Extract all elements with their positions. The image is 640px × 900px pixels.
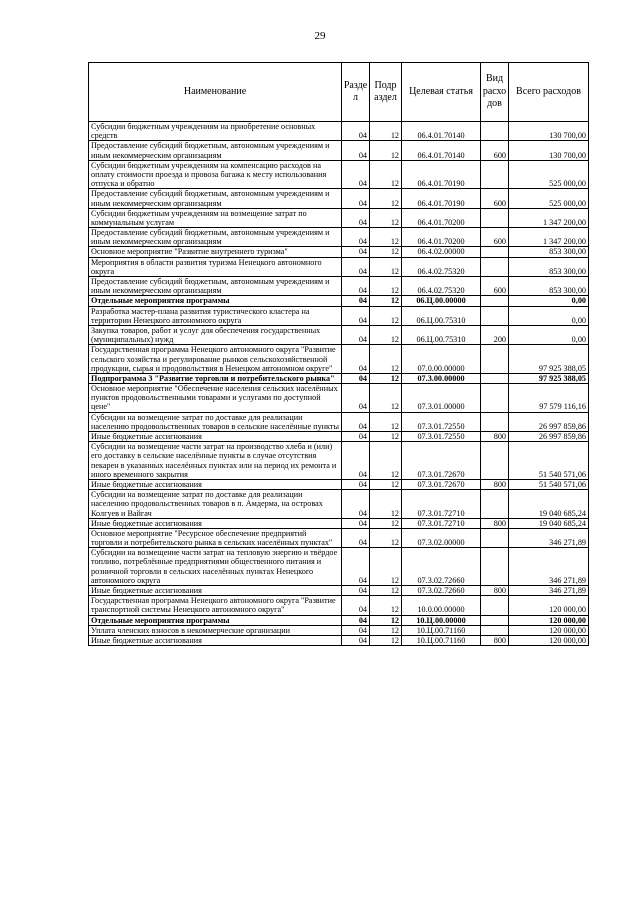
row-subsection: 12 xyxy=(370,325,402,344)
row-name: Иные бюджетные ассигнования xyxy=(89,518,342,528)
row-section: 04 xyxy=(342,615,370,625)
table-row xyxy=(89,586,589,596)
row-section: 04 xyxy=(342,345,370,374)
row-name: Отдельные мероприятия программы xyxy=(89,615,342,625)
row-name: Иные бюджетные ассигнования xyxy=(89,635,342,645)
row-article: 06.Ц.00.00000 xyxy=(402,296,481,306)
table-row xyxy=(89,596,589,615)
row-total: 853 300,00 xyxy=(509,277,589,296)
row-name: Иные бюджетные ассигнования xyxy=(89,479,342,489)
row-type xyxy=(481,412,509,431)
row-type xyxy=(481,596,509,615)
row-total: 120 000,00 xyxy=(509,615,589,625)
row-subsection: 12 xyxy=(370,189,402,208)
row-total: 0,00 xyxy=(509,325,589,344)
row-type: 200 xyxy=(481,325,509,344)
row-subsection: 12 xyxy=(370,548,402,586)
row-name: Мероприятия в области развития туризма Ненецкого автономного округа xyxy=(89,257,342,276)
row-article: 06.4.01.70190 xyxy=(402,160,481,189)
header-type: Вид расхо дов xyxy=(481,63,509,122)
row-type xyxy=(481,384,509,413)
row-type xyxy=(481,208,509,227)
table-row xyxy=(89,306,589,325)
table-row xyxy=(89,257,589,276)
row-name: Субсидии на возмещение затрат по доставке для реализации населению продовольственных товаров в п. Амдерма, на островах Колгуев и Вайгач xyxy=(89,490,342,519)
row-subsection: 12 xyxy=(370,615,402,625)
row-article: 07.3.02.72660 xyxy=(402,586,481,596)
row-name: Разработка мастер-плана развития туристического кластера на территории Ненецкого автономного округа xyxy=(89,306,342,325)
row-article: 07.3.01.72670 xyxy=(402,479,481,489)
row-section: 04 xyxy=(342,432,370,442)
row-subsection: 12 xyxy=(370,228,402,247)
row-subsection: 12 xyxy=(370,277,402,296)
row-article: 07.3.01.72550 xyxy=(402,412,481,431)
row-section: 04 xyxy=(342,586,370,596)
row-section: 04 xyxy=(342,189,370,208)
row-type: 600 xyxy=(481,228,509,247)
row-total: 51 540 571,06 xyxy=(509,442,589,480)
header-article: Целевая статья xyxy=(402,63,481,122)
table-row xyxy=(89,432,589,442)
table-row xyxy=(89,479,589,489)
row-subsection: 12 xyxy=(370,518,402,528)
row-subsection: 12 xyxy=(370,384,402,413)
row-section: 04 xyxy=(342,306,370,325)
table-row xyxy=(89,296,589,306)
row-section: 04 xyxy=(342,412,370,431)
row-subsection: 12 xyxy=(370,586,402,596)
table-row xyxy=(89,490,589,519)
row-type xyxy=(481,296,509,306)
row-subsection: 12 xyxy=(370,247,402,257)
table-row xyxy=(89,160,589,189)
row-subsection: 12 xyxy=(370,412,402,431)
row-name: Подпрограмма 3 "Развитие торговли и потребительского рынка" xyxy=(89,373,342,383)
row-article: 07.3.02.72660 xyxy=(402,548,481,586)
row-section: 04 xyxy=(342,160,370,189)
row-name: Субсидии бюджетным учреждениям на возмещение затрат по коммунальным услугам xyxy=(89,208,342,227)
row-subsection: 12 xyxy=(370,442,402,480)
row-section: 04 xyxy=(342,208,370,227)
table-row xyxy=(89,528,589,547)
row-name: Иные бюджетные ассигнования xyxy=(89,586,342,596)
row-article: 10.Ц.00.00000 xyxy=(402,615,481,625)
row-name: Субсидии бюджетным учреждениям на приобретение основных средств xyxy=(89,122,342,141)
row-type xyxy=(481,625,509,635)
header-total: Всего расходов xyxy=(509,63,589,122)
row-name: Уплата членских взносов в некоммерческие организации xyxy=(89,625,342,635)
row-name: Отдельные мероприятия программы xyxy=(89,296,342,306)
row-section: 04 xyxy=(342,325,370,344)
row-name: Основное мероприятие "Ресурсное обеспечение предприятий торговли и потребительского рынка в сельских населённых пунктах" xyxy=(89,528,342,547)
row-section: 04 xyxy=(342,228,370,247)
row-name: Предоставление субсидий бюджетным, автономным учреждениям и иным некоммерческим организациям xyxy=(89,141,342,160)
page-number: 29 xyxy=(314,30,326,42)
row-total: 97 579 116,16 xyxy=(509,384,589,413)
row-article: 07.3.02.00000 xyxy=(402,528,481,547)
row-name: Предоставление субсидий бюджетным, автономным учреждениям и иным некоммерческим организациям xyxy=(89,277,342,296)
table-row xyxy=(89,384,589,413)
row-total: 97 925 388,05 xyxy=(509,345,589,374)
row-type: 600 xyxy=(481,141,509,160)
row-section: 04 xyxy=(342,596,370,615)
row-type xyxy=(481,345,509,374)
row-type: 800 xyxy=(481,479,509,489)
row-type xyxy=(481,490,509,519)
row-total: 19 040 685,24 xyxy=(509,518,589,528)
row-article: 06.4.01.70200 xyxy=(402,208,481,227)
row-type xyxy=(481,615,509,625)
row-section: 04 xyxy=(342,296,370,306)
row-name: Основное мероприятие "Обеспечение населения сельских населённых пунктов продовольственными товарами и услугами по доступной цене" xyxy=(89,384,342,413)
header-subsection: Подр аздел xyxy=(370,63,402,122)
row-subsection: 12 xyxy=(370,122,402,141)
row-section: 04 xyxy=(342,384,370,413)
row-article: 07.3.01.72670 xyxy=(402,442,481,480)
row-section: 04 xyxy=(342,277,370,296)
row-total: 1 347 200,00 xyxy=(509,228,589,247)
row-type xyxy=(481,548,509,586)
table-row xyxy=(89,518,589,528)
row-section: 04 xyxy=(342,373,370,383)
row-section: 04 xyxy=(342,247,370,257)
table-row xyxy=(89,615,589,625)
row-article: 10.0.00.00000 xyxy=(402,596,481,615)
row-total: 346 271,89 xyxy=(509,548,589,586)
row-name: Иные бюджетные ассигнования xyxy=(89,432,342,442)
table-row xyxy=(89,442,589,480)
row-type xyxy=(481,528,509,547)
row-name: Предоставление субсидий бюджетным, автономным учреждениям и иным некоммерческим организациям xyxy=(89,189,342,208)
row-total: 525 000,00 xyxy=(509,189,589,208)
row-section: 04 xyxy=(342,141,370,160)
table-row xyxy=(89,228,589,247)
row-subsection: 12 xyxy=(370,306,402,325)
row-section: 04 xyxy=(342,479,370,489)
row-section: 04 xyxy=(342,442,370,480)
row-section: 04 xyxy=(342,625,370,635)
row-name: Основное мероприятие "Развитие внутреннего туризма" xyxy=(89,247,342,257)
row-name: Субсидии на возмещение части затрат на тепловую энергию и твёрдое топливо, потреблённые предприятиями общественного питания и розничной торговли в сельских населённых пунктах Ненецкого автономного округа xyxy=(89,548,342,586)
row-section: 04 xyxy=(342,257,370,276)
row-subsection: 12 xyxy=(370,635,402,645)
row-name: Субсидии бюджетным учреждениям на компенсацию расходов на оплату стоимости проезда и провоза багажа к месту использования отпуска и обратно xyxy=(89,160,342,189)
row-total: 120 000,00 xyxy=(509,596,589,615)
table-row xyxy=(89,325,589,344)
table-row xyxy=(89,247,589,257)
table-row xyxy=(89,412,589,431)
row-section: 04 xyxy=(342,490,370,519)
row-article: 07.0.00.00000 xyxy=(402,345,481,374)
row-article: 07.3.01.72710 xyxy=(402,518,481,528)
table-row xyxy=(89,635,589,645)
budget-table xyxy=(88,62,589,646)
row-total: 346 271,89 xyxy=(509,586,589,596)
row-article: 07.3.01.00000 xyxy=(402,384,481,413)
row-article: 07.3.01.72710 xyxy=(402,490,481,519)
row-article: 10.Ц.00.71160 xyxy=(402,635,481,645)
row-total: 0,00 xyxy=(509,306,589,325)
row-section: 04 xyxy=(342,635,370,645)
row-total: 51 540 571,06 xyxy=(509,479,589,489)
row-subsection: 12 xyxy=(370,373,402,383)
row-total: 853 300,00 xyxy=(509,257,589,276)
row-article: 06.Ц.00.75310 xyxy=(402,306,481,325)
row-subsection: 12 xyxy=(370,625,402,635)
table-row xyxy=(89,189,589,208)
row-article: 06.4.02.00000 xyxy=(402,247,481,257)
row-name: Государственная программа Ненецкого автономного округа "Развитие сельского хозяйства и регулирование рынков сельскохозяйственной продукции, сырья и продовольствия в Ненецком автономном округе" xyxy=(89,345,342,374)
row-total: 853 300,00 xyxy=(509,247,589,257)
table-row xyxy=(89,345,589,374)
row-article: 06.4.01.70200 xyxy=(402,228,481,247)
table-row xyxy=(89,208,589,227)
row-total: 26 997 859,86 xyxy=(509,412,589,431)
row-type xyxy=(481,122,509,141)
row-article: 06.4.01.70190 xyxy=(402,189,481,208)
row-section: 04 xyxy=(342,122,370,141)
table-row xyxy=(89,373,589,383)
row-name: Предоставление субсидий бюджетным, автономным учреждениям и иным некоммерческим организациям xyxy=(89,228,342,247)
table-row xyxy=(89,625,589,635)
row-subsection: 12 xyxy=(370,296,402,306)
table-row xyxy=(89,141,589,160)
row-type: 800 xyxy=(481,586,509,596)
row-subsection: 12 xyxy=(370,432,402,442)
row-total: 0,00 xyxy=(509,296,589,306)
row-total: 26 997 859,86 xyxy=(509,432,589,442)
row-type xyxy=(481,160,509,189)
row-type: 800 xyxy=(481,432,509,442)
row-article: 06.4.01.70140 xyxy=(402,122,481,141)
table-row xyxy=(89,548,589,586)
row-subsection: 12 xyxy=(370,596,402,615)
row-total: 1 347 200,00 xyxy=(509,208,589,227)
row-subsection: 12 xyxy=(370,208,402,227)
row-section: 04 xyxy=(342,528,370,547)
row-subsection: 12 xyxy=(370,490,402,519)
row-article: 07.3.00.00000 xyxy=(402,373,481,383)
row-type: 800 xyxy=(481,518,509,528)
row-type xyxy=(481,306,509,325)
row-total: 120 000,00 xyxy=(509,635,589,645)
row-type xyxy=(481,373,509,383)
row-subsection: 12 xyxy=(370,257,402,276)
row-type xyxy=(481,257,509,276)
row-name: Государственная программа Ненецкого автономного округа "Развитие транспортной системы Ненецкого автономного округа" xyxy=(89,596,342,615)
row-article: 06.4.02.75320 xyxy=(402,257,481,276)
header-name: Наименование xyxy=(89,63,342,122)
row-type: 800 xyxy=(481,635,509,645)
row-section: 04 xyxy=(342,518,370,528)
row-article: 06.4.02.75320 xyxy=(402,277,481,296)
row-subsection: 12 xyxy=(370,141,402,160)
row-total: 19 040 685,24 xyxy=(509,490,589,519)
row-article: 06.Ц.00.75310 xyxy=(402,325,481,344)
row-total: 97 925 388,05 xyxy=(509,373,589,383)
table-row xyxy=(89,122,589,141)
row-type xyxy=(481,442,509,480)
row-subsection: 12 xyxy=(370,528,402,547)
row-total: 130 700,00 xyxy=(509,141,589,160)
row-total: 525 000,00 xyxy=(509,160,589,189)
row-article: 06.4.01.70140 xyxy=(402,141,481,160)
row-article: 07.3.01.72550 xyxy=(402,432,481,442)
row-name: Субсидии на возмещение затрат по доставке для реализации населению продовольственных товаров в сельские населённые пункты xyxy=(89,412,342,431)
row-section: 04 xyxy=(342,548,370,586)
row-total: 346 271,89 xyxy=(509,528,589,547)
row-type: 600 xyxy=(481,277,509,296)
row-total: 130 700,00 xyxy=(509,122,589,141)
row-total: 120 000,00 xyxy=(509,625,589,635)
table-header-row xyxy=(89,63,589,122)
table-row xyxy=(89,277,589,296)
row-subsection: 12 xyxy=(370,345,402,374)
row-type: 600 xyxy=(481,189,509,208)
row-name: Субсидии на возмещение части затрат на производство хлеба и (или) его доставку в сельские населённые пункты в случае отсутствия пекарен в указанных населённых пунктах или на период их ремонта и иного временного закрытия xyxy=(89,442,342,480)
row-subsection: 12 xyxy=(370,479,402,489)
row-article: 10.Ц.00.71160 xyxy=(402,625,481,635)
row-type xyxy=(481,247,509,257)
row-name: Закупка товаров, работ и услуг для обеспечения государственных (муниципальных) нужд xyxy=(89,325,342,344)
header-section: Разде л xyxy=(342,63,370,122)
row-subsection: 12 xyxy=(370,160,402,189)
